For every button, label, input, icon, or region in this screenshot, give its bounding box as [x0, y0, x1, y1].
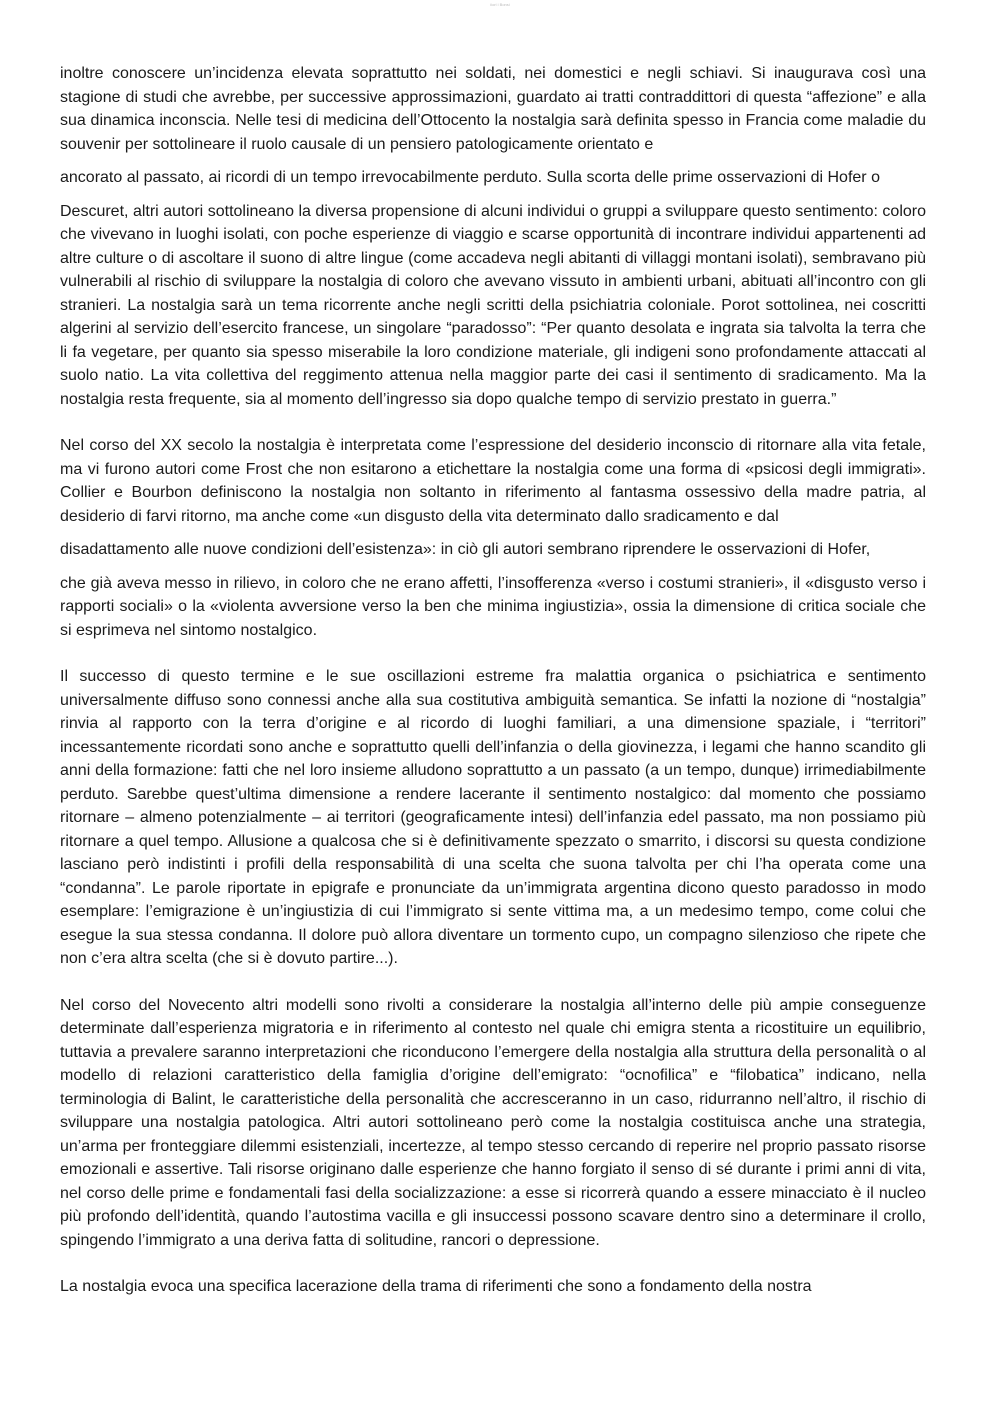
paragraph: Descuret, altri autori sottolineano la diversa propensione di alcuni individui o gruppi a sviluppare questo sentimento: coloro che vivevano in luoghi isolati, con poche esperienze di viaggio e scarse opportunità di incontrare individui appartenenti ad altre culture o di ascoltare il suono di altre lingue (come accadeva negli abitanti di villaggi montani isolati), sembravano più vulnerabili al rischio di sviluppare la nostalgia di coloro che avevano vissuto in ambienti urbani, abituati all’incontro con gli stranieri. La nostalgia sarà un tema ricorrente anche negli scritti della psichiatria coloniale. Porot sottolinea, nei coscritti algerini al servizio dell’esercito francese, un singolare “paradosso”: “Per quanto desolata e ingrata sia talvolta la terra che li fa vegetare, per quanto sia spesso miserabile la loro condizione materiale, gli indigeni sono profondamente attaccati al suolo natio. La vita collettiva del reggimento attenua nella maggior parte dei casi il sentimento di sradicamento. Ma la nostalgia resta frequente, sia al momento dell’ingresso sia dopo qualche tempo di servizio prestato in guerra.” — [60, 202, 926, 408]
document-body — [60, 62, 926, 1299]
paragraph: Il successo di questo termine e le sue oscillazioni estreme fra malattia organica o psichiatrica e sentimento universalmente diffuso sono connessi anche alla sua costitutiva ambiguità semantica. Se infatti la nozione di “nostalgia” rinvia al rapporto con la terra d’origine e al ricordo di luoghi familiari, a una dimensione spaziale, i “territori” incessantemente ricordati sono anche e soprattutto quelli dell’infanzia o della giovinezza, i legami che hanno scandito gli anni della formazione: fatti che nel loro insieme alludono soprattutto a un passato (a un tempo, dunque) irrimediabilmente perduto. Sarebbe quest’ultima dimensione a rendere lacerante il sentimento nostalgico: dal momento che possiamo ritornare – almeno potenzialmente – ai territori (geograficamente intesi) dell’infanzia edel passato, ma non possiamo più ritornare a quel tempo. Allusione a qualcosa che si è definitivamente spezzato o smarrito, i discorsi su questa condizione lasciano però indistinti i profili della responsabilità di una scelta che suona talvolta per chi l’ha operata come una “condanna”. Le parole riportate in epigrafe e pronunciate da un’immigrata argentina dicono questo paradosso in modo esemplare: l’emigrazione è un’ingiustizia di cui l’immigrato si sente vittima ma, a un medesimo tempo, come colui che esegue la sua stessa condanna. Il dolore può allora diventare un tormento cupo, un compagno silenzioso che ripete che non c’era altra scelta (che si è dovuto partire...). — [60, 668, 926, 967]
page-header-mark: iiori i Bonsi — [490, 2, 510, 7]
paragraph: Nel corso del XX secolo la nostalgia è interpretata come l’espressione del desiderio inconscio di ritornare alla vita fetale, ma vi furono autori come Frost che non esitarono a etichettare la nostalgia come una forma di «psicosi degli immigrati». Collier e Bourbon definiscono la nostalgia non soltanto in riferimento al fantasma ossessivo della madre patria, al desiderio di farvi ritorno, ma anche come «un disgusto della vita determinato dallo sradicamento e dal — [60, 437, 926, 525]
paragraph: La nostalgia evoca una specifica lacerazione della trama di riferimenti che sono a fondamento della nostra — [60, 1278, 812, 1295]
paragraph: inoltre conoscere un’incidenza elevata soprattutto nei soldati, nei domestici e negli schiavi. Si inaugurava così una stagione di studi che avrebbe, per successive approssimazioni, guardato ai tratti contraddittori di questa “affezione” e alla sua dinamica inconscia. Nelle tesi di medicina dell’Ottocento la nostalgia sarà definita spesso in Francia come maladie du souvenir per sottolineare il ruolo causale di un pensiero patologicamente orientato e — [60, 65, 926, 153]
paragraph: che già aveva messo in rilievo, in coloro che ne erano affetti, l’insofferenza «verso i costumi stranieri», il «disgusto verso i rapporti sociali» o la «violenta avversione verso la ben che minima ingiustizia», ossia la dimensione di critica sociale che si esprimeva nel sintomo nostalgico. — [60, 574, 926, 639]
paragraph: ancorato al passato, ai ricordi di un tempo irrevocabilmente perduto. Sulla scorta delle prime osservazioni di Hofer o — [60, 169, 880, 186]
paragraph: Nel corso del Novecento altri modelli sono rivolti a considerare la nostalgia all’interno delle più ampie conseguenze determinate dall’esperienza migratoria e in riferimento al contesto nel quale chi emigra stenta a ricostituire un equilibrio, tuttavia a prevalere saranno interpretazioni che riconducono l’emergere della nostalgia alla struttura della personalità o al modello di relazioni caratteristico della famiglia d’origine dell’emigrato: “ocnofilica” e “filobatica” indicano, nella terminologia di Balint, le caratteristiche della personalità che accresceranno in un caso, ridurranno nell’altro, il rischio di sviluppare una nostalgia patologica. Altri autori sottolineano però come la nostalgia costituisca anche una strategia, un’arma per fronteggiare dilemmi esistenziali, incertezze, al tempo stesso cercando di reperire nel proprio passato risorse emozionali e assertive. Tali risorse originano dalle esperienze che hanno forgiato il senso di sé durante i primi anni di vita, nel corso delle prime e fondamentali fasi della socializzazione: a esse si ricorrerà quando a essere minacciato è il nucleo più profondo dell’identità, quando l’autostima vacilla e gli insuccessi possono scavare dentro sino a determinare il crollo, spingendo l’immigrato a una deriva fatta di solitudine, rancori o depressione. — [60, 996, 926, 1249]
paragraph: disadattamento alle nuove condizioni dell’esistenza»: in ciò gli autori sembrano riprendere le osservazioni di Hofer, — [60, 541, 871, 558]
